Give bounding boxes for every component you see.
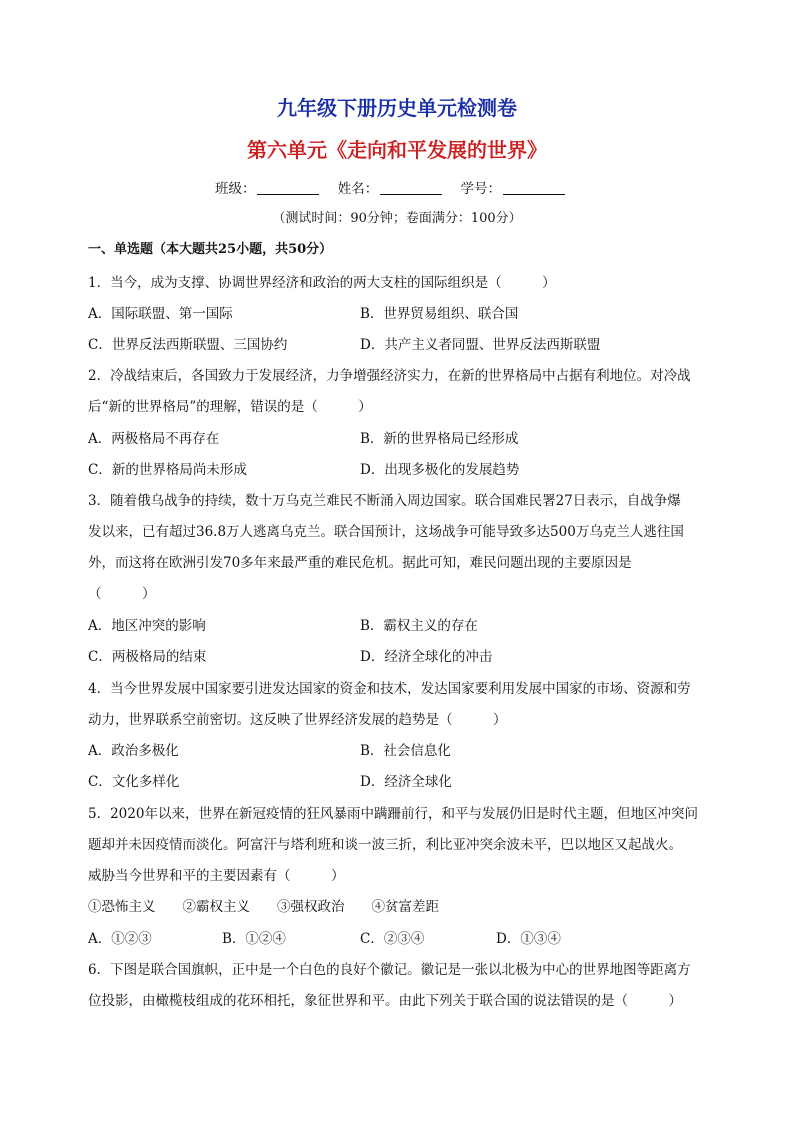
q4-option-b[interactable]: B．社会信息化: [360, 743, 451, 759]
q1-option-a[interactable]: A．国际联盟、第一国际: [88, 306, 233, 322]
question-5-stem-line-2: 题却并未因疫情而淡化。阿富汗与塔利班和谈一波三折，利比亚冲突余波未平，巴以地区又起战火。: [88, 837, 682, 853]
q3-option-a[interactable]: A．地区冲突的影响: [88, 618, 206, 634]
q3-option-b[interactable]: B．霸权主义的存在: [360, 618, 478, 634]
question-5-items: ①恐怖主义 ②霸权主义 ③强权政治 ④贫富差距: [88, 899, 439, 915]
q2-option-b[interactable]: B．新的世界格局已经形成: [360, 431, 519, 447]
q1-option-b[interactable]: B．世界贸易组织、联合国: [360, 306, 519, 322]
q4-option-c[interactable]: C．文化多样化: [88, 774, 180, 790]
question-3-stem-line-3: 外，而这将在欧洲引发70多年来最严重的难民危机。据此可知，难民问题出现的主要原因是: [88, 555, 632, 571]
q5-option-d[interactable]: D．①③④: [496, 931, 561, 947]
q2-option-d[interactable]: D．出现多极化的发展趋势: [360, 462, 520, 478]
question-3-stem-line-1: 3．随着俄乌战争的持续，数十万乌克兰难民不断涌入周边国家。联合国难民署27日表示，自战争爆: [88, 493, 681, 509]
q2-option-a[interactable]: A．两极格局不再存在: [88, 431, 220, 447]
exam-note: （测试时间：90分钟；卷面满分：100分）: [272, 211, 522, 226]
q3-option-c[interactable]: C．两极格局的结束: [88, 649, 207, 665]
unit-subtitle: 第六单元《走向和平发展的世界》: [247, 138, 547, 162]
q5-option-c[interactable]: C．②③④: [360, 931, 425, 947]
question-2-stem-line-2: 后“新的世界格局”的理解，错误的是（ ）: [88, 399, 372, 415]
question-5-stem-line-3: 威胁当今世界和平的主要因素有（ ）: [88, 868, 345, 884]
question-4-stem-line-1: 4．当今世界发展中国家要引进发达国家的资金和技术，发达国家要利用发展中国家的市场、资源和劳: [88, 681, 691, 697]
question-6-stem-line-2: 位投影，由橄榄枝组成的花环相托，象征世界和平。由此下列关于联合国的说法错误的是（ ）: [88, 993, 682, 1009]
q4-option-a[interactable]: A．政治多极化: [88, 743, 179, 759]
question-4-stem-line-2: 动力，世界联系空前密切。这反映了世界经济发展的趋势是（ ）: [88, 712, 507, 728]
id-label: 学号：: [460, 181, 502, 197]
question-5-stem-line-1: 5．2020年以来，世界在新冠疫情的狂风暴雨中蹒跚前行，和平与发展仍旧是时代主题，但地区冲突问: [88, 806, 698, 822]
question-2-stem-line-1: 2．冷战结束后，各国致力于发展经济，力争增强经济实力，在新的世界格局中占据有利地位。对冷战: [88, 368, 691, 384]
q5-option-a[interactable]: A．①②③: [88, 931, 152, 947]
q1-option-c[interactable]: C．世界反法西斯联盟、三国协约: [88, 337, 288, 353]
q3-option-d[interactable]: D．经济全球化的冲击: [360, 649, 493, 665]
q2-option-c[interactable]: C．新的世界格局尚未形成: [88, 462, 247, 478]
question-3-stem-line-2: 发以来，已有超过36.8万人逃离乌克兰。联合国预计，这场战争可能导致多达500万乌克兰人逃往国: [88, 524, 684, 540]
student-info-row: [0, 177, 794, 197]
id-blank[interactable]: [503, 181, 565, 195]
name-label: 姓名：: [337, 181, 379, 197]
question-1-stem: 1．当今，成为支撑、协调世界经济和政治的两大支柱的国际组织是（ ）: [88, 275, 556, 291]
class-blank[interactable]: [257, 181, 319, 195]
q4-option-d[interactable]: D．经济全球化: [360, 774, 452, 790]
question-3-stem-line-4: （ ）: [88, 586, 156, 602]
section-heading: 一、单选题（本大题共25小题，共50分）: [88, 242, 333, 257]
exam-title: 九年级下册历史单元检测卷: [277, 96, 517, 120]
class-label: 班级：: [214, 181, 256, 197]
q1-option-d[interactable]: D．共产主义者同盟、世界反法西斯联盟: [360, 337, 601, 353]
question-6-stem-line-1: 6．下图是联合国旗帜，正中是一个白色的良好个徽记。徽记是一张以北极为中心的世界地图等距离方: [88, 962, 691, 978]
name-blank[interactable]: [380, 181, 442, 195]
q5-option-b[interactable]: B．①②④: [222, 931, 286, 947]
